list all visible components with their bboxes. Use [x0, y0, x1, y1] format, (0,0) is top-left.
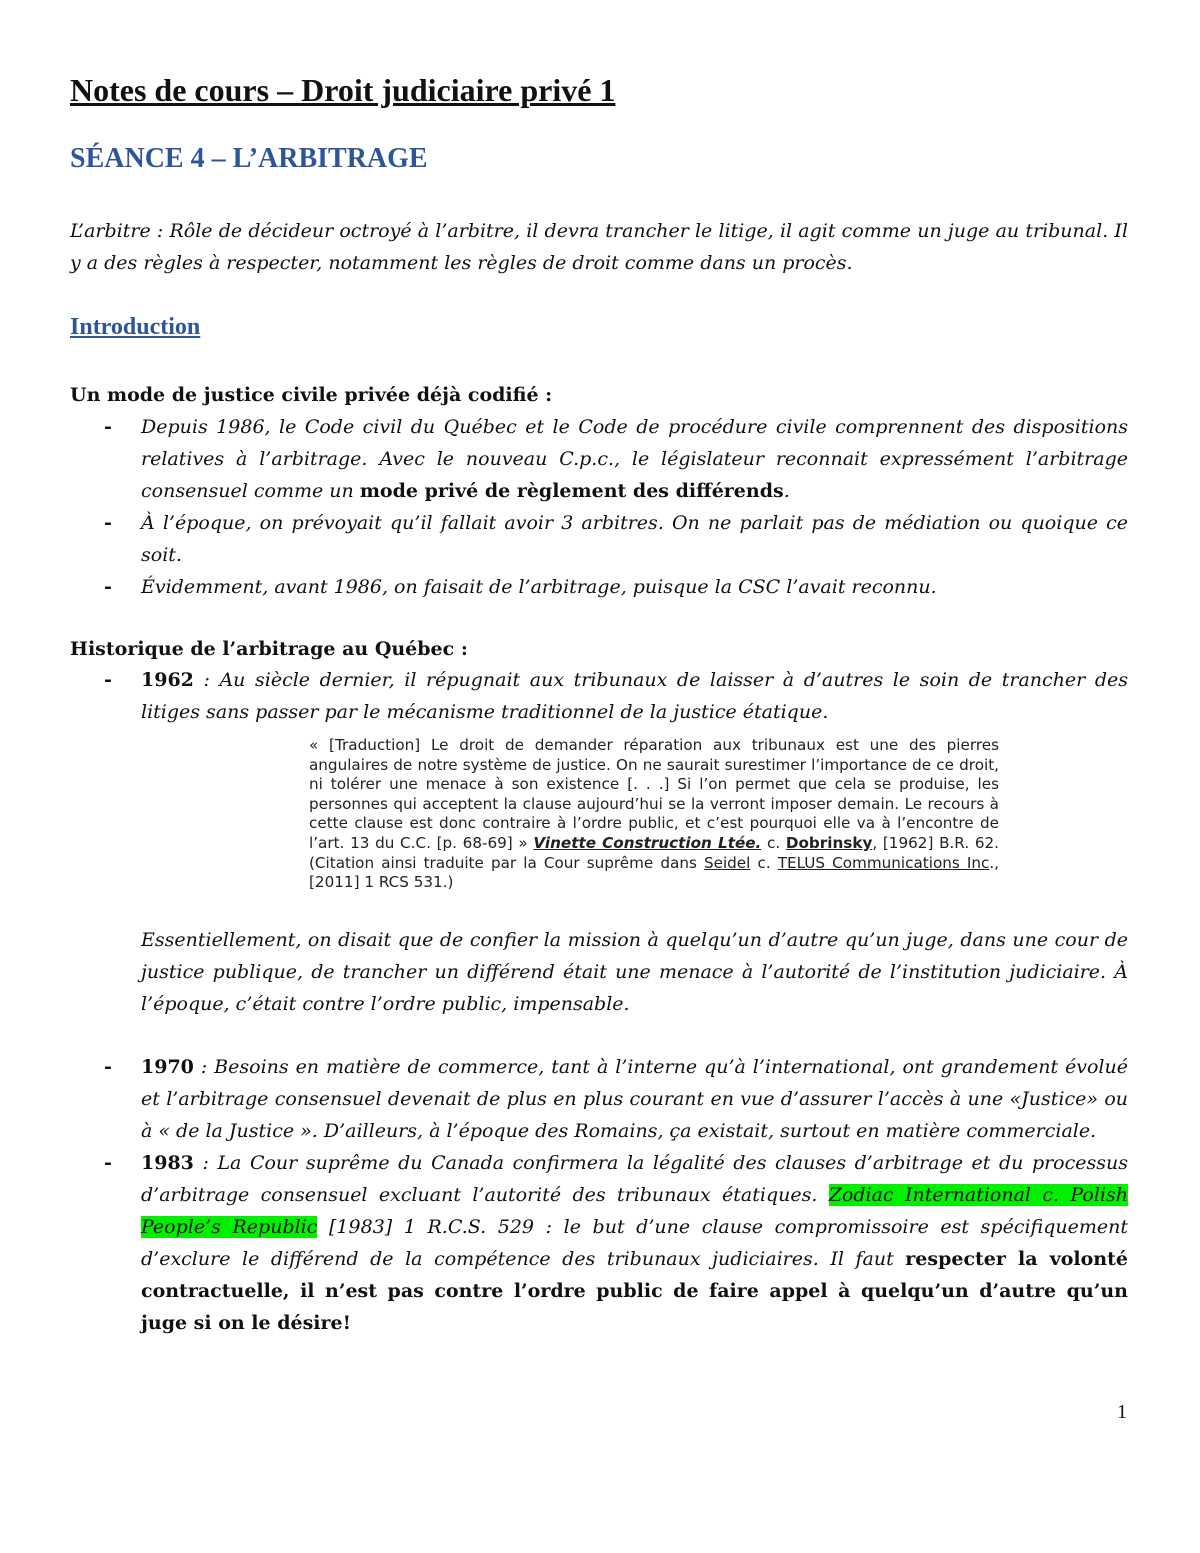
dash-bullet: -	[104, 669, 112, 691]
historique-list-later	[70, 1051, 1128, 1339]
dash-bullet: -	[104, 576, 112, 598]
list-item-1970: - 1970 : Besoins en matière de commerce, tant à l’interne qu’à l’international, ont grandement évolué et l’arbitrage consensuel devenait de plus en plus courant en vue d’assurer l’accès à une «Justice» ou à « de la Justice ». D’ailleurs, à l’époque des Romains, ça existait, surtout en matière commerciale.	[70, 1051, 1128, 1147]
dash-bullet: -	[104, 1056, 112, 1078]
arbitre-definition: L’arbitre : Rôle de décideur octroyé à l’arbitre, il devra trancher le litige, il agit comme un juge au tribunal. Il y a des règles à respecter, notamment les règles de droit comme dans un procès.	[70, 220, 1128, 274]
page-number: 1	[1117, 1401, 1127, 1423]
document-title: Notes de cours – Droit judiciaire privé 1	[70, 72, 616, 108]
dash-bullet: -	[104, 416, 112, 438]
list-item: - Depuis 1986, le Code civil du Québec et le Code de procédure civile comprennent des dispositions relatives à l’arbitrage. Avec le nouveau C.p.c., le législateur reconnait expressément l’arbitrage consensuel comme un mode privé de règlement des différends.	[70, 411, 1128, 507]
mode-list	[70, 411, 1128, 603]
block-quote: « [Traduction] Le droit de demander réparation aux tribunaux est une des pierres angulaires de notre système de justice. On ne saurait surestimer l’importance de ce droit, ni tolérer une menace à son existence [. . .] Si l’on permet que cela se produise, les personnes qui acceptent la clause aujourd’hui se la verront imposer demain. Le recours à cette clause est donc contraire à l’ordre public, et c’est pourquoi elle va à l’encontre de l’art. 13 du C.C. [p. 68-69] » Vinette Construction Ltée. c. Dobrinsky, [1962] B.R. 62. (Citation ainsi traduite par la Cour suprême dans Seidel c. TELUS Communications Inc., [2011] 1 RCS 531.)	[309, 736, 999, 892]
seance-heading: SÉANCE 4 – L’ARBITRAGE	[70, 143, 428, 174]
historique-heading: Historique de l’arbitrage au Québec :	[70, 638, 468, 660]
highlighted-case: Zodiac International c. Polish People’s Republic	[141, 1184, 1128, 1238]
case-link-seidel[interactable]: Seidel	[703, 853, 751, 872]
case-link-telus[interactable]: TELUS Communications Inc	[777, 853, 990, 872]
dash-bullet: -	[104, 512, 112, 534]
introduction-heading[interactable]: Introduction	[70, 314, 201, 340]
list-item: - À l’époque, on prévoyait qu’il fallait avoir 3 arbitres. On ne parlait pas de médiation ou quoique ce soit.	[70, 507, 1128, 571]
essentiellement-paragraph: Essentiellement, on disait que de confier la mission à quelqu’un d’autre qu’un juge, dans une cour de justice publique, de trancher un différend était une menace à l’autorité de l’institution judiciaire. À l’époque, c’était contre l’ordre public, impensable.	[141, 929, 1128, 1015]
list-item: - Évidemment, avant 1986, on faisait de l’arbitrage, puisque la CSC l’avait reconnu.	[70, 571, 1128, 603]
case-link-vinette[interactable]: Vinette Construction Ltée.	[533, 833, 762, 852]
list-item-1983: - 1983 : La Cour suprême du Canada confirmera la légalité des clauses d’arbitrage et du processus d’arbitrage consensuel excluant l’autorité des tribunaux étatiques. Zodiac International c. Polish People’s Republic [1983] 1 R.C.S. 529 : le but d’une clause compromissoire est spécifiquement d’exclure le différend de la compétence des tribunaux judiciaires. Il faut respecter la volonté contractuelle, il n’est pas contre l’ordre public de faire appel à quelqu’un d’autre qu’un juge si on le désire!	[70, 1147, 1128, 1339]
mode-heading: Un mode de justice civile privée déjà codifié :	[70, 384, 553, 406]
dash-bullet: -	[104, 1152, 112, 1174]
case-link-dobrinsky[interactable]: Dobrinsky	[785, 833, 873, 852]
list-item-1962: - 1962 : Au siècle dernier, il répugnait aux tribunaux de laisser à d’autres le soin de trancher des litiges sans passer par le mécanisme traditionnel de la justice étatique.	[70, 664, 1128, 728]
historique-list-1962	[70, 664, 1128, 728]
